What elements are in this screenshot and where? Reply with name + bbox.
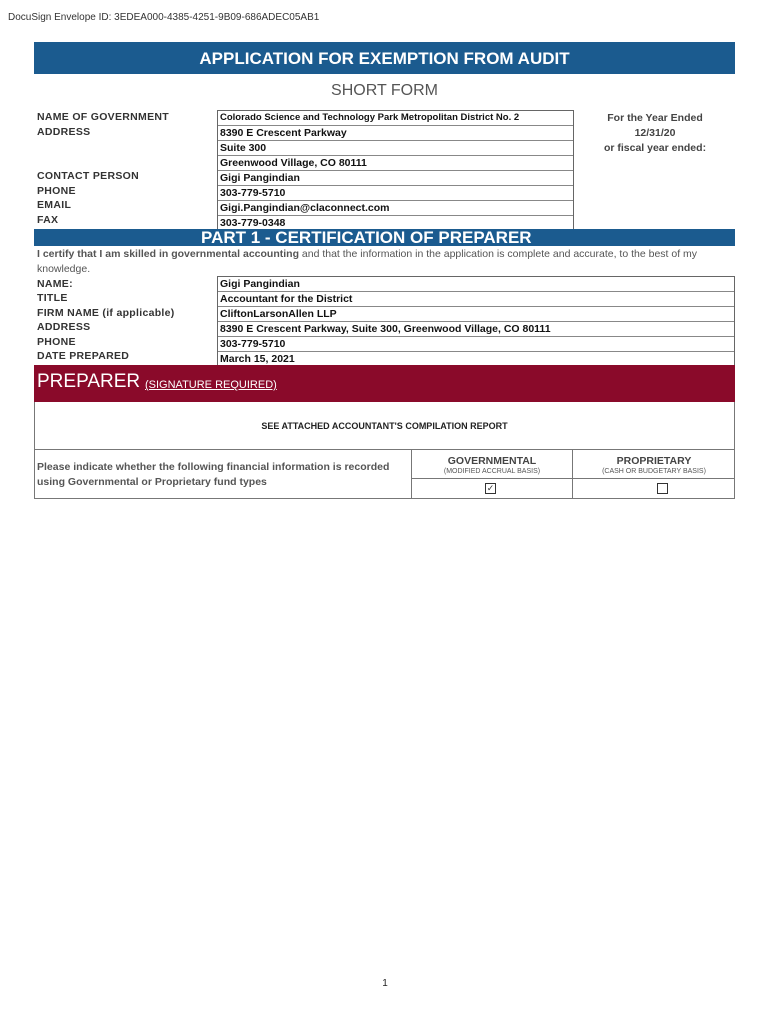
- form-title: APPLICATION FOR EXEMPTION FROM AUDIT: [34, 42, 735, 74]
- governmental-checkbox[interactable]: ✓: [486, 483, 495, 493]
- gov-email-field[interactable]: Gigi.Pangindian@claconnect.com: [218, 201, 573, 216]
- preparer-bar-title: PREPARER: [37, 371, 141, 392]
- gov-phone-label: PHONE: [37, 185, 76, 197]
- proprietary-sublabel: (CASH OR BUDGETARY BASIS): [602, 468, 706, 475]
- year-ended-value[interactable]: 12/31/20: [634, 127, 676, 139]
- preparer-date-label: DATE PREPARED: [37, 350, 130, 362]
- preparer-title-field[interactable]: Accountant for the District: [218, 292, 734, 307]
- fiscal-year-block: [580, 111, 730, 156]
- preparer-signature-bar: [34, 365, 735, 402]
- proprietary-checkbox[interactable]: [657, 483, 668, 494]
- preparer-name-field[interactable]: Gigi Pangindian: [218, 277, 734, 292]
- governmental-sublabel: (MODIFIED ACCRUAL BASIS): [443, 468, 541, 475]
- gov-address2-field[interactable]: Suite 300: [218, 141, 573, 156]
- preparer-info-box: [217, 276, 735, 367]
- gov-contact-label: CONTACT PERSON: [37, 170, 140, 182]
- year-ended-label: For the Year Ended: [607, 112, 703, 124]
- preparer-address-label: ADDRESS: [37, 321, 91, 333]
- gov-address3-field[interactable]: Greenwood Village, CO 80111: [218, 156, 573, 171]
- preparer-name-label: NAME:: [37, 278, 73, 290]
- divider: [411, 478, 735, 479]
- gov-address1-field[interactable]: 8390 E Crescent Parkway: [218, 126, 573, 141]
- page-number: 1: [382, 978, 388, 989]
- gov-fax-label: FAX: [37, 214, 59, 226]
- gov-email-label: EMAIL: [37, 199, 72, 211]
- proprietary-label: PROPRIETARY: [616, 455, 692, 467]
- certification-statement: [37, 247, 732, 276]
- gov-address-label: ADDRESS: [37, 126, 91, 138]
- part1-heading: PART 1 - CERTIFICATION OF PREPARER: [34, 229, 735, 246]
- envelope-id: DocuSign Envelope ID: 3EDEA000-4385-4251-9B09-686ADEC05AB1: [8, 12, 320, 23]
- fiscal-year-label: or fiscal year ended:: [603, 142, 707, 154]
- certify-rest: and that the information in the application is complete and accurate, to the best of my knowledge.: [37, 248, 698, 275]
- preparer-phone-label: PHONE: [37, 336, 76, 348]
- preparer-date-field[interactable]: March 15, 2021: [220, 353, 295, 365]
- gov-phone-field[interactable]: 303-779-5710: [218, 186, 573, 201]
- preparer-firm-label: FIRM NAME (if applicable): [37, 307, 175, 319]
- signature-box[interactable]: [34, 402, 735, 450]
- signature-note: SEE ATTACHED ACCOUNTANT'S COMPILATION REPORT: [261, 421, 508, 431]
- governmental-label: GOVERNMENTAL: [447, 455, 537, 467]
- certify-bold: I certify that I am skilled in governmental accounting: [37, 248, 299, 260]
- preparer-address-field[interactable]: 8390 E Crescent Parkway, Suite 300, Greenwood Village, CO 80111: [218, 322, 734, 337]
- signature-required-link: (SIGNATURE REQUIRED): [145, 379, 277, 391]
- form-subtitle: SHORT FORM: [331, 82, 438, 99]
- government-info-box: [217, 110, 574, 231]
- preparer-title-label: TITLE: [37, 292, 68, 304]
- gov-fax-field[interactable]: 303-779-0348: [220, 217, 286, 229]
- gov-name-label: NAME OF GOVERNMENT: [37, 111, 169, 123]
- fund-type-section: [34, 450, 735, 499]
- gov-contact-field[interactable]: Gigi Pangindian: [218, 171, 573, 186]
- preparer-phone-field[interactable]: 303-779-5710: [218, 337, 734, 352]
- preparer-firm-field[interactable]: CliftonLarsonAllen LLP: [218, 307, 734, 322]
- fund-type-question: Please indicate whether the following financial information is recorded using Governmental or Proprietary fund types: [37, 461, 390, 488]
- gov-name-field[interactable]: Colorado Science and Technology Park Metropolitan District No. 2: [218, 111, 573, 126]
